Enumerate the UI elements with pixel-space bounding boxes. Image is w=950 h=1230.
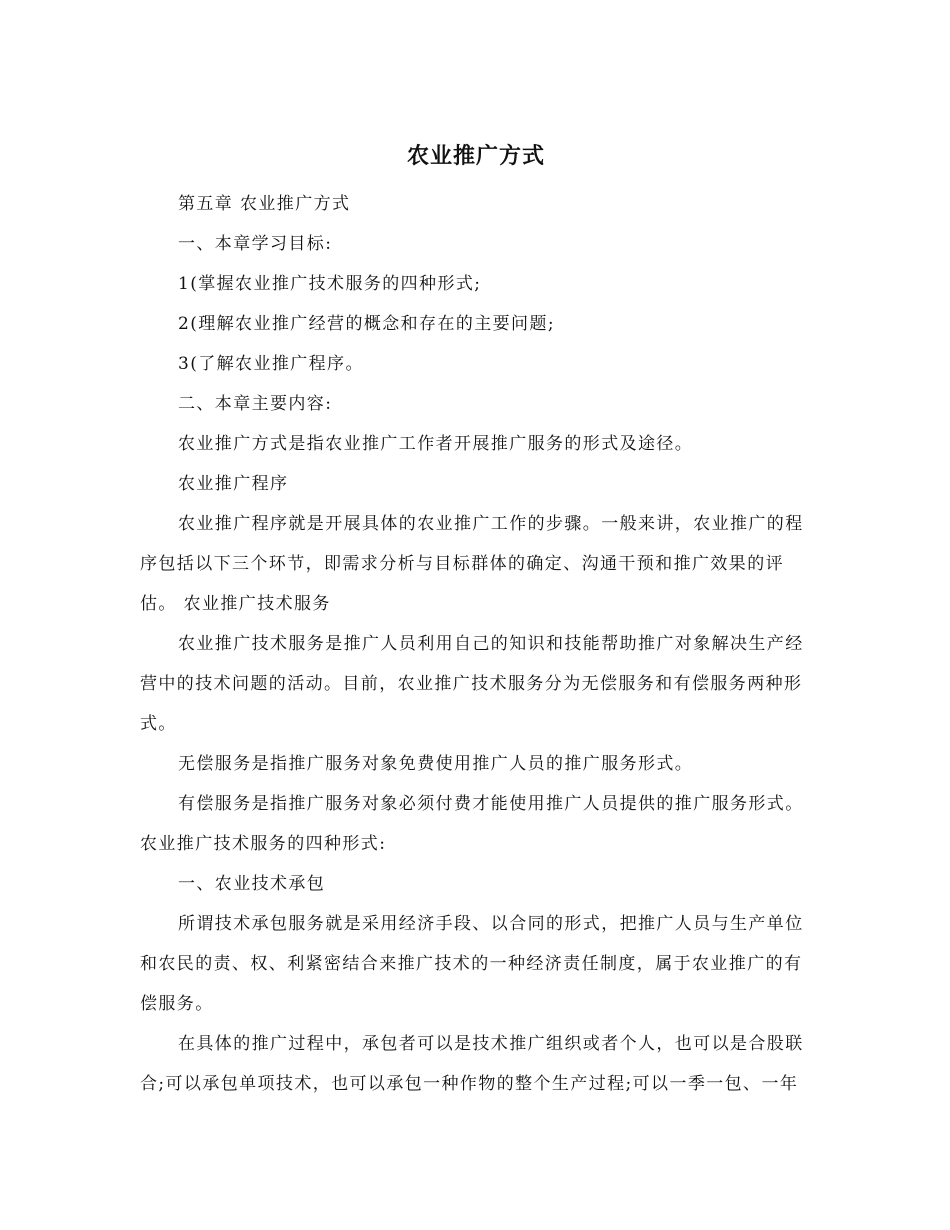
paragraph-paid-service: 有偿服务是指推广服务对象必须付费才能使用推广人员提供的推广服务形式。 [178, 794, 804, 814]
paragraph-tech-service: 农业推广技术服务是推广人员利用自己的知识和技能帮助推广对象解决生产经营中的技术问题的活动。目前，农业推广技术服务分为无偿服务和有偿服务两种形式。 [140, 634, 804, 734]
paragraph-chapter: 第五章 农业推广方式 [178, 194, 351, 214]
paragraph-contract-definition: 所谓技术承包服务就是采用经济手段、以合同的形式，把推广人员与生产单位和农民的责、权、利紧密结合来推广技术的一种经济责任制度，属于农业推广的有偿服务。 [140, 914, 804, 1014]
paragraph-goal-1: 1(掌握农业推广技术服务的四种形式; [178, 274, 482, 294]
paragraph-content-heading: 二、本章主要内容: [178, 394, 333, 414]
paragraph-goals-heading: 一、本章学习目标: [178, 234, 333, 254]
paragraph-goal-3: 3(了解农业推广程序。 [178, 354, 364, 374]
paragraph-goal-2: 2(理解农业推广经营的概念和存在的主要问题; [178, 314, 555, 334]
paragraph-free-service: 无偿服务是指推广服务对象免费使用推广人员的推广服务形式。 [178, 754, 694, 774]
document-page [140, 140, 812, 1104]
paragraph-contract-process: 在具体的推广过程中，承包者可以是技术推广组织或者个人，也可以是合股联合;可以承包单项技术，也可以承包一种作物的整个生产过程;可以一季一包、一年 [140, 1034, 804, 1094]
paragraph-four-forms: 农业推广技术服务的四种形式: [140, 834, 387, 854]
paragraph-procedure-heading: 农业推广程序 [178, 474, 289, 494]
paragraph-definition: 农业推广方式是指农业推广工作者开展推广服务的形式及途径。 [178, 434, 694, 454]
document-title: 农业推广方式 [406, 143, 545, 169]
paragraph-procedure-body: 农业推广程序就是开展具体的农业推广工作的步骤。一般来讲，农业推广的程序包括以下三个环节，即需求分析与目标群体的确定、沟通干预和推广效果的评估。 农业推广技术服务 [140, 514, 804, 614]
paragraph-contract-heading: 一、农业技术承包 [178, 874, 326, 894]
